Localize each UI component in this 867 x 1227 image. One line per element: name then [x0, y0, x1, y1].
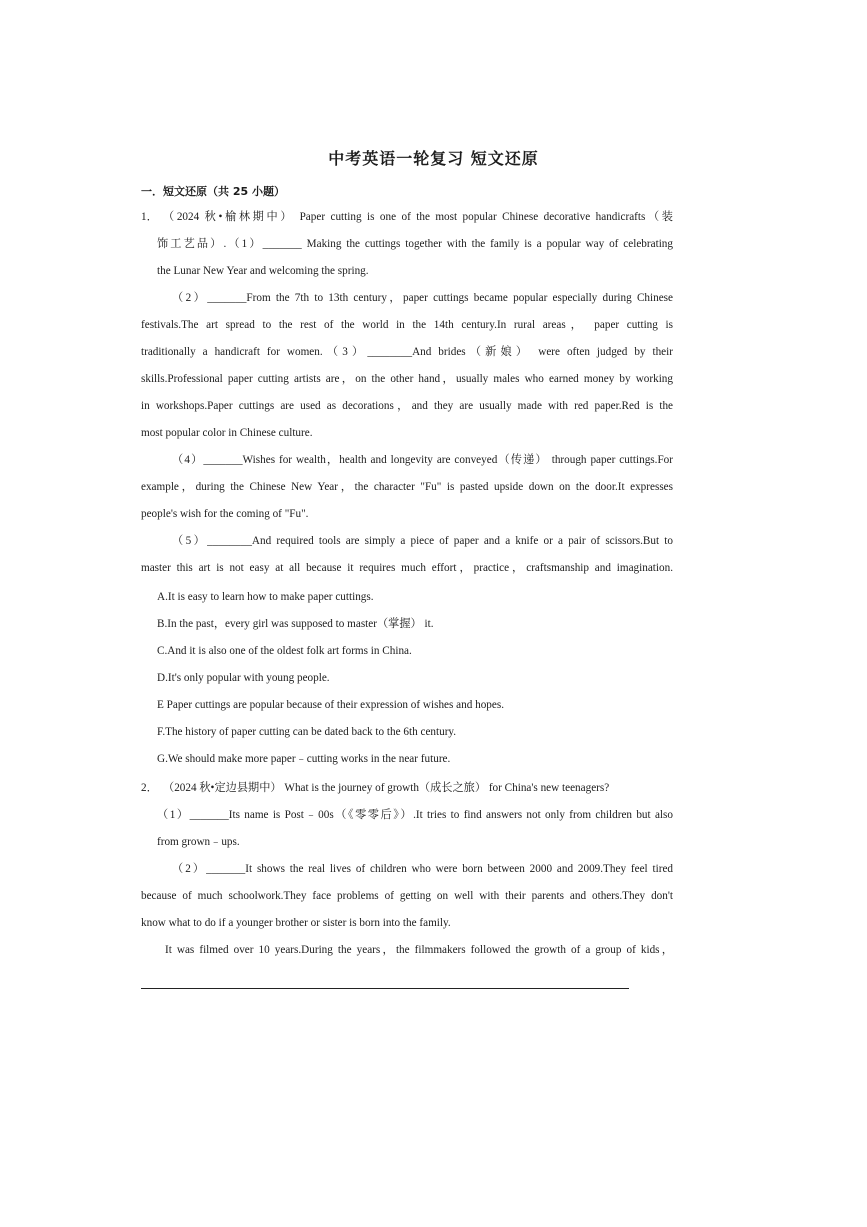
section-heading: 一．短文还原（共 25 小题） — [141, 185, 285, 198]
option-a: A.It is easy to learn how to make paper cuttings. — [157, 591, 374, 603]
passage-line: from grown﹣ups. — [157, 836, 240, 848]
passage-line: know what to do if a younger brother or sister is born into the family. — [141, 917, 451, 929]
passage-line: It was filmed over 10 years.During the years，the filmmakers followed the growth of a group of kids， — [165, 944, 673, 956]
option-e: E Paper cuttings are popular because of their expression of wishes and hopes. — [157, 699, 505, 711]
passage-line: （2）_______From the 7th to 13th century，paper cuttings became popular especially during Chinese — [172, 292, 673, 304]
option-c: C.And it is also one of the oldest folk art forms in China. — [157, 645, 412, 657]
option-d: D.It's only popular with young people. — [157, 672, 330, 684]
passage-line: people's wish for the coming of "Fu". — [141, 508, 309, 520]
passage-line: skills.Professional paper cutting artists are，on the other hand，usually males who earned money by working — [141, 373, 673, 385]
option-f: F.The history of paper cutting can be dated back to the 6th century. — [157, 726, 457, 738]
passage-line: because of much schoolwork.They face problems of getting on well with their parents and others.They don't — [141, 890, 673, 902]
passage-line: （1）_______Its name is Post﹣00s（《零零后》）.It tries to find answers not only from children but also — [157, 809, 673, 821]
question-number: 1． — [141, 211, 158, 223]
passage-line: 饰工艺品）.（1）_______ Making the cuttings together with the family is a popular way of celebrating — [157, 238, 673, 250]
passage-line: in workshops.Paper cuttings are used as decorations，and they are usually made with red paper.Red is the — [141, 400, 673, 412]
passage-line: （2024 秋•定边县期中） What is the journey of growth（成长之旅） for China's new teenagers? — [163, 782, 610, 794]
passage-line: traditionally a handicraft for women.（3）________And brides（新娘） were often judged by their — [141, 346, 673, 358]
question-number: 2． — [141, 782, 158, 794]
passage-line: （5）________And required tools are simply a piece of paper and a knife or a pair of scissors.But to — [172, 535, 673, 547]
passage-line: most popular color in Chinese culture. — [141, 427, 313, 439]
footer-divider — [141, 988, 629, 989]
passage-line: （2）_______It shows the real lives of children who were born between 2000 and 2009.They feel tired — [172, 863, 673, 875]
page-title: 中考英语一轮复习 短文还原 — [328, 149, 539, 168]
passage-line: （2024 秋•榆林期中） Paper cutting is one of the most popular Chinese decorative handicrafts（装 — [163, 211, 673, 223]
passage-line: （4）_______Wishes for wealth，health and longevity are conveyed（传递） through paper cuttings.For — [172, 454, 673, 466]
passage-line: festivals.The art spread to the rest of the world in the 14th century.In rural areas， paper cutting is — [141, 319, 673, 331]
passage-line: example，during the Chinese New Year，the character "Fu" is pasted upside down on the door.It expresses — [141, 481, 673, 493]
passage-line: master this art is not easy at all because it requires much effort，practice，craftsmanship and imagination. — [141, 562, 673, 574]
option-b: B.In the past，every girl was supposed to master（掌握） it. — [157, 618, 434, 630]
passage-line: the Lunar New Year and welcoming the spring. — [157, 265, 369, 277]
option-g: G.We should make more paper﹣cutting works in the near future. — [157, 753, 451, 765]
